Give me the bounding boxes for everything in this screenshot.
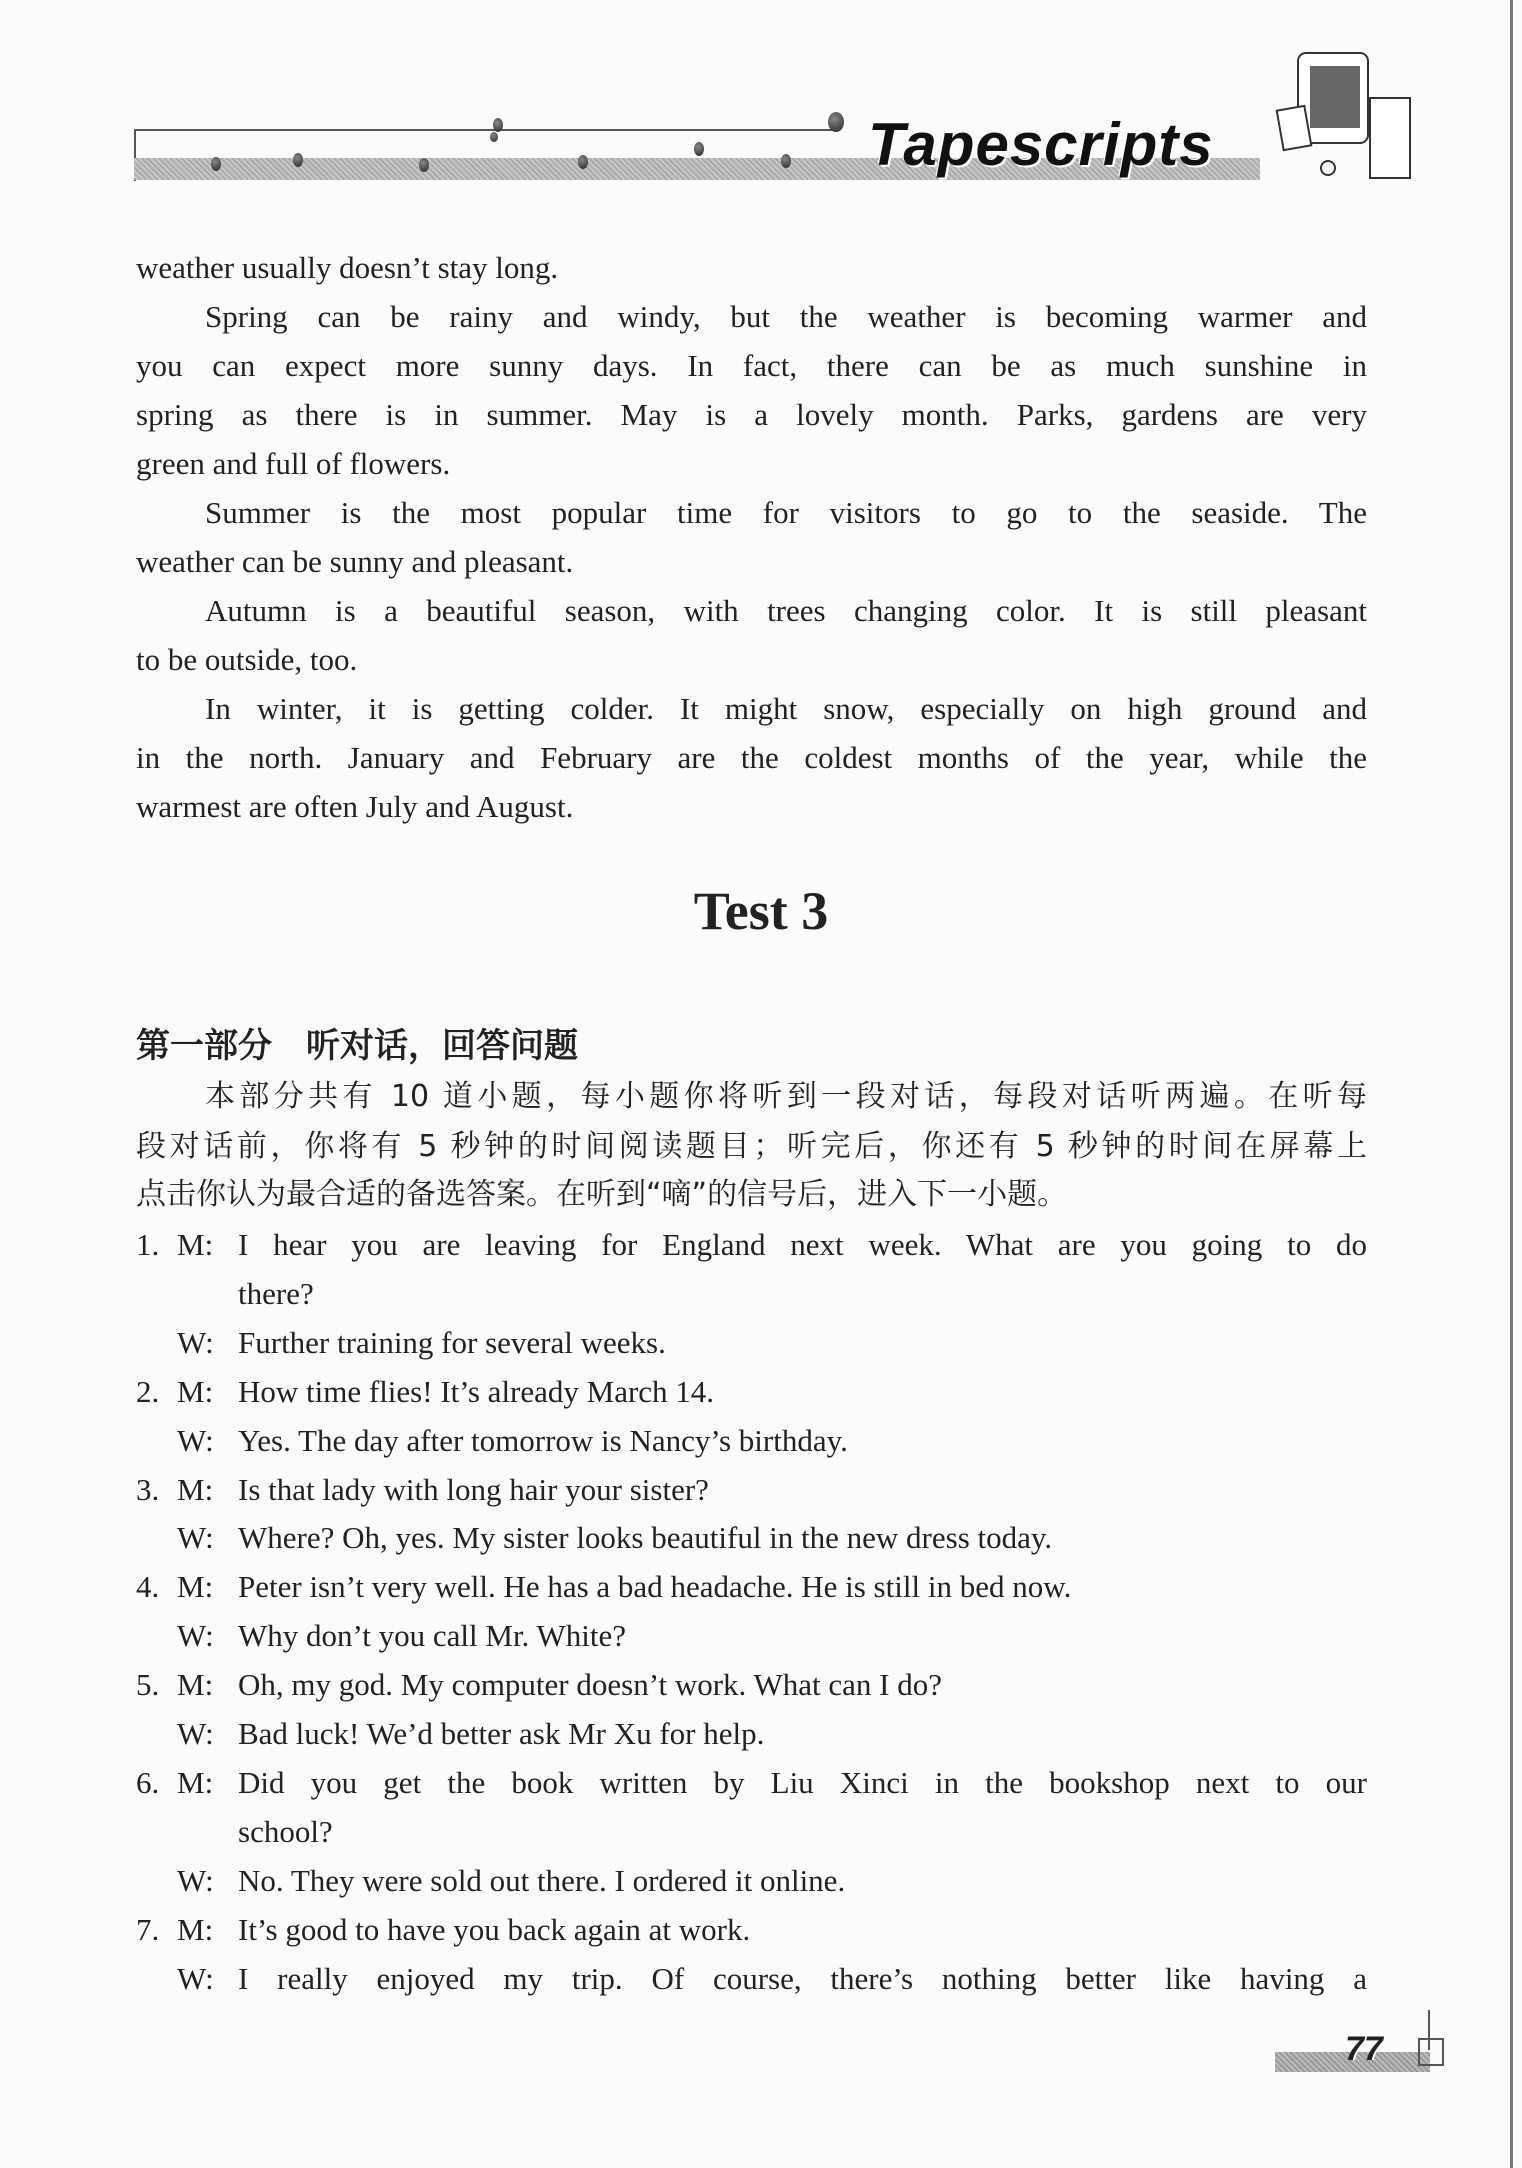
header-dot [211, 157, 221, 171]
dialogue-line-m: It’s good to have you back again at work. [238, 1911, 751, 1947]
speaker-label-m: M: [177, 1667, 214, 1703]
passage-line: in the north. January and February are the coldest months of the year, while the [136, 740, 1367, 775]
dialogue-line-w: No. They were sold out there. I ordered it online. [238, 1862, 846, 1898]
dialogue-line-w: I really enjoyed my trip. Of course, there’s nothing better like having a [238, 1960, 1367, 1996]
question-number: 3. [136, 1471, 160, 1507]
dialogue-line-m: I hear you are leaving for England next week. What are you going to do [238, 1227, 1367, 1262]
instruction-line: 点击你认为最合适的备选答案。在听到“嘀”的信号后，进入下一小题。 [136, 1177, 1068, 1212]
dialogue-line-m: Did you get the book written by Liu Xinci in the bookshop next to our [238, 1764, 1367, 1800]
speaker-label-w: W: [177, 1716, 214, 1751]
footer-box [1418, 2038, 1444, 2066]
speaker-label-m: M: [177, 1911, 214, 1947]
header-dot [493, 118, 503, 132]
header-title: Tapescripts [868, 111, 1214, 178]
dialogue-line-w: Further training for several weeks. [238, 1324, 666, 1360]
speaker-label-w: W: [177, 1324, 214, 1360]
passage-line: Spring can be rainy and windy, but the weather is becoming warmer and [205, 299, 1367, 334]
test-title: Test 3 [693, 881, 829, 941]
passage-line: warmest are often July and August. [136, 789, 574, 824]
speaker-label-w: W: [177, 1960, 214, 1996]
passage-line: you can expect more sunny days. In fact, there can be as much sunshine in [136, 348, 1367, 383]
dialogue-line-w: Why don’t you call Mr. White? [238, 1618, 626, 1654]
passage-line: Summer is the most popular time for visitors to go to the seaside. The [205, 495, 1367, 530]
speaker-label-m: M: [177, 1373, 214, 1409]
speaker-label-m: M: [177, 1764, 214, 1800]
speaker-label-m: M: [177, 1227, 214, 1262]
passage-line: In winter, it is getting colder. It might snow, especially on high ground and [205, 691, 1367, 726]
question-number: 7. [136, 1911, 160, 1947]
instruction-line: 本部分共有 10 道小题，每小题你将听到一段对话，每段对话听两遍。在听每 [205, 1079, 1367, 1114]
dialogue-line-w: Where? Oh, yes. My sister looks beautiful in the new dress today. [238, 1520, 1053, 1556]
question-number: 4. [136, 1569, 160, 1605]
passage-line: weather usually doesn’t stay long. [136, 250, 559, 285]
header-dot [781, 154, 791, 168]
dialogue-line-m: Is that lady with long hair your sister? [238, 1471, 709, 1507]
question-number: 1. [136, 1227, 160, 1262]
speaker-label-w: W: [177, 1520, 214, 1556]
speaker-label-w: W: [177, 1422, 214, 1458]
question-number: 6. [136, 1764, 160, 1800]
passage-line: green and full of flowers. [136, 446, 451, 481]
dialogue-line-w: Bad luck! We’d better ask Mr Xu for help. [238, 1716, 765, 1751]
header-dot [828, 112, 844, 132]
header-rule [134, 129, 834, 131]
instruction-line: 段对话前，你将有 5 秒钟的时间阅读题目；听完后，你还有 5 秒钟的时间在屏幕上 [136, 1129, 1367, 1164]
dialogue-line-m: there? [238, 1275, 314, 1311]
passage-line: spring as there is in summer. May is a lovely month. Parks, gardens are very [136, 397, 1367, 432]
dialogue-line-m: How time flies! It’s already March 14. [238, 1373, 715, 1409]
speaker-label-m: M: [177, 1569, 214, 1605]
passage-line: to be outside, too. [136, 642, 358, 677]
dialogue-line-m: Oh, my god. My computer doesn’t work. What can I do? [238, 1667, 942, 1703]
computer-cartoon-icon [1258, 48, 1438, 188]
passage-line: Autumn is a beautiful season, with trees changing color. It is still pleasant [205, 593, 1367, 628]
question-number: 5. [136, 1667, 160, 1703]
page-edge [1510, 0, 1513, 2168]
header-dot [578, 155, 588, 169]
dialogue-line-m: school? [238, 1813, 333, 1849]
question-number: 2. [136, 1373, 160, 1409]
passage-line: weather can be sunny and pleasant. [136, 544, 574, 579]
header-dot [694, 142, 704, 156]
header-dot [293, 153, 303, 167]
dialogue-line-w: Yes. The day after tomorrow is Nancy’s birthday. [238, 1422, 848, 1458]
speaker-label-m: M: [177, 1471, 214, 1507]
page-number: 77 [1345, 2030, 1383, 2068]
header-dot [419, 158, 429, 172]
section-heading: 第一部分 听对话，回答问题 [136, 1026, 578, 1066]
speaker-label-w: W: [177, 1862, 214, 1898]
dialogue-line-m: Peter isn’t very well. He has a bad headache. He is still in bed now. [238, 1569, 1072, 1605]
header-dot [490, 132, 498, 142]
speaker-label-w: W: [177, 1618, 214, 1654]
